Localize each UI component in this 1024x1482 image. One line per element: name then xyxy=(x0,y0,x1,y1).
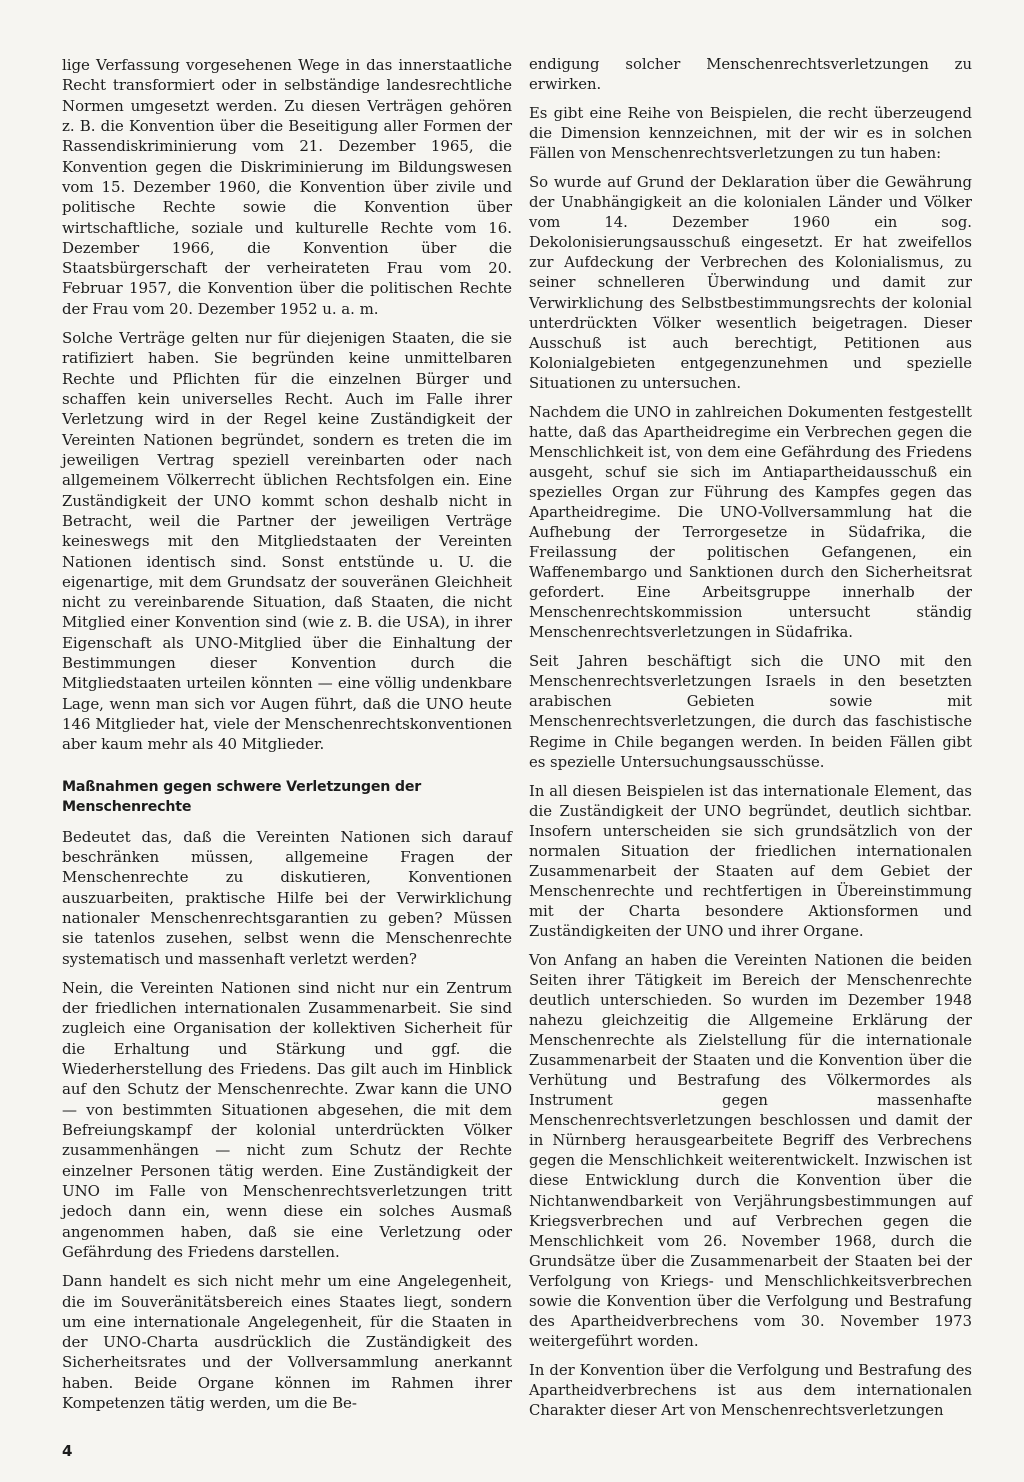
paragraph: So wurde auf Grund der Deklaration über die Gewährung der Unabhängigkeit an die kolonialen Länder und Völker vom 14. Dezember 1960 ein sog. Dekolonisierungsausschuß eingesetzt. Er hat zweifellos zur Aufdeckung der Verbrechen des Kolonialismus, zu seiner schnelleren Überwindung und damit zur Verwirklichung des Selbstbestimmungsrechts der kolonial unterdrückten Völker wesentlich beigetragen. Dieser Ausschuß ist auch berechtigt, Petitionen aus Kolonialgebieten entgegenzunehmen und spezielle Situationen zu untersuchen. xyxy=(529,174,972,392)
page-number: 4 xyxy=(62,1442,73,1460)
section-heading: Maßnahmen gegen schwere Verletzungen der Menschenrechte xyxy=(62,778,422,815)
paragraph: Nachdem die UNO in zahlreichen Dokumenten festgestellt hatte, daß das Apartheidregime ein Verbrechen gegen die Menschlichkeit ist, von dem eine Gefährdung des Friedens ausgeht, schuf sie sich im Antiapartheidausschuß ein spezielles Organ zur Führung des Kampfes gegen das Apartheidregime. Die UNO-Vollversammlung hat die Aufhebung der Terrorgesetze in Südafrika, die Freilassung der politischen Gefangenen, ein Waffenembargo und Sanktionen durch den Sicherheitsrat gefordert. Eine Arbeitsgruppe innerhalb der Menschenrechtskommission untersucht ständig Menschenrechtsverletzungen in Südafrika. xyxy=(529,403,972,642)
paragraph: Es gibt eine Reihe von Beispielen, die recht überzeugend die Dimension kennzeichnen, mit der wir es in solchen Fällen von Menschenrechtsverletzungen zu tun haben: xyxy=(529,105,972,163)
paragraph: Solche Verträge gelten nur für diejenigen Staaten, die sie ratifiziert haben. Sie begründen keine unmittelbaren Rechte und Pflichten für die einzelnen Bürger und schaffen kein universelles Recht. Auch im Falle ihrer Verletzung wird in der Regel keine Zuständigkeit der Vereinten Nationen begründet, sondern es treten die im jeweiligen Vertrag speziell vereinbarten oder nach allgemeinem Völkerrecht üblichen Rechtsfolgen ein. Eine Zuständigkeit der UNO kommt schon deshalb nicht in Betracht, weil die Partner der jeweiligen Verträge keineswegs mit den Mitgliedstaaten der Vereinten Nationen identisch sind. Sonst entstünde u. U. die eigenartige, mit dem Grundsatz der souveränen Gleichheit nicht zu vereinbarende Situation, daß Staaten, die nicht Mitglied einer Konvention sind (wie z. B. die USA), in ihrer Eigenschaft als UNO-Mitglied über die Einhaltung der Bestimmungen dieser Konvention durch die Mitgliedstaaten urteilen könnten — eine völlig undenkbare Lage, wenn man sich vor Augen führt, daß die UNO heute 146 Mitglieder hat, viele der Menschenrechtskonventionen aber kaum mehr als 40 Mitglieder. xyxy=(62,329,512,754)
paragraph: endigung solcher Menschenrechtsverletzungen zu erwirken. xyxy=(529,56,972,94)
right-column xyxy=(529,55,972,1430)
paragraph: Dann handelt es sich nicht mehr um eine Angelegenheit, die im Souveränitätsbereich eines Staates liegt, sondern um eine internationale Angelegenheit, für die Staaten in der UNO-Charta ausdrücklich die Zuständigkeit des Sicherheitsrates und der Vollversammlung anerkannt haben. Beide Organe können im Rahmen ihrer Kompetenzen tätig werden, um die Be- xyxy=(62,1272,512,1413)
paragraph: In der Konvention über die Verfolgung und Bestrafung des Apartheidverbrechens ist aus dem internationalen Charakter dieser Art von Menschenrechtsverletzungen xyxy=(529,1361,972,1419)
left-column xyxy=(62,55,512,1422)
paragraph: Bedeutet das, daß die Vereinten Nationen sich darauf beschränken müssen, allgemeine Fragen der Menschenrechte zu diskutieren, Konventionen auszuarbeiten, praktische Hilfe bei der Verwirklichung nationaler Menschenrechtsgarantien zu geben? Müssen sie tatenlos zusehen, selbst wenn die Menschenrechte systematisch und massenhaft verletzt werden? xyxy=(62,827,512,968)
paragraph: Von Anfang an haben die Vereinten Nationen die beiden Seiten ihrer Tätigkeit im Bereich der Menschenrechte deutlich unterschieden. So wurden im Dezember 1948 nahezu gleichzeitig die Allgemeine Erklärung der Menschenrechte als Zielstellung für die internationale Zusammenarbeit der Staaten und die Konvention über die Verhütung und Bestrafung des Völkermordes als Instrument gegen massenhafte Menschenrechtsverletzungen beschlossen und damit der in Nürnberg herausgearbeitete Begriff des Verbrechens gegen die Menschlichkeit weiterentwickelt. Inzwischen ist diese Entwicklung durch die Konvention über die Nichtanwendbarkeit von Verjährungsbestimmungen auf Kriegsverbrechen und auf Verbrechen gegen die Menschlichkeit vom 26. November 1968, durch die Grundsätze über die Zusammenarbeit der Staaten bei der Verfolgung von Kriegs- und Menschlichkeitsverbrechen sowie die Konvention über die Verfolgung und Bestrafung des Apartheidverbrechens vom 30. November 1973 weitergeführt worden. xyxy=(529,951,972,1350)
paragraph: Nein, die Vereinten Nationen sind nicht nur ein Zentrum der friedlichen internationalen Zusammenarbeit. Sie sind zugleich eine Organisation der kollektiven Sicherheit für die Erhaltung und Stärkung und ggf. die Wiederherstellung des Friedens. Das gilt auch im Hinblick auf den Schutz der Menschenrechte. Zwar kann die UNO — von bestimmten Situationen abgesehen, die mit dem Befreiungskampf der kolonial unterdrückten Völker zusammenhängen — nicht zum Schutz der Rechte einzelner Personen tätig werden. Eine Zuständigkeit der UNO im Falle von Menschenrechtsverletzungen tritt jedoch dann ein, wenn diese ein solches Ausmaß angenommen haben, daß sie eine Verletzung oder Gefährdung des Friedens darstellen. xyxy=(62,978,512,1261)
paragraph: Seit Jahren beschäftigt sich die UNO mit den Menschenrechtsverletzungen Israels in den besetzten arabischen Gebieten sowie mit Menschenrechtsverletzungen, die durch das faschistische Regime in Chile begangen werden. In beiden Fällen gibt es spezielle Untersuchungsausschüsse. xyxy=(529,653,972,771)
paragraph: lige Verfassung vorgesehenen Wege in das innerstaatliche Recht transformiert oder in selbständige landesrechtliche Normen umgesetzt werden. Zu diesen Verträgen gehören z. B. die Konvention über die Beseitigung aller Formen der Rassendiskriminierung vom 21. Dezember 1965, die Konvention gegen die Diskriminierung im Bildungswesen vom 15. Dezember 1960, die Konvention über zivile und politische Rechte sowie die Konvention über wirtschaftliche, soziale und kulturelle Rechte vom 16. Dezember 1966, die Konvention über die Staatsbürgerschaft der verheirateten Frau vom 20. Februar 1957, die Konvention über die politischen Rechte der Frau vom 20. Dezember 1952 u. a. m. xyxy=(62,56,512,318)
paragraph: In all diesen Beispielen ist das internationale Element, das die Zuständigkeit der UNO begründet, deutlich sichtbar. Insofern unterscheiden sie sich grundsätzlich von der normalen Situation der friedlichen internationalen Zusammenarbeit der Staaten auf dem Gebiet der Menschenrechte und rechtfertigen in Übereinstimmung mit der Charta besondere Aktionsformen und Zuständigkeiten der UNO und ihrer Organe. xyxy=(529,782,972,940)
